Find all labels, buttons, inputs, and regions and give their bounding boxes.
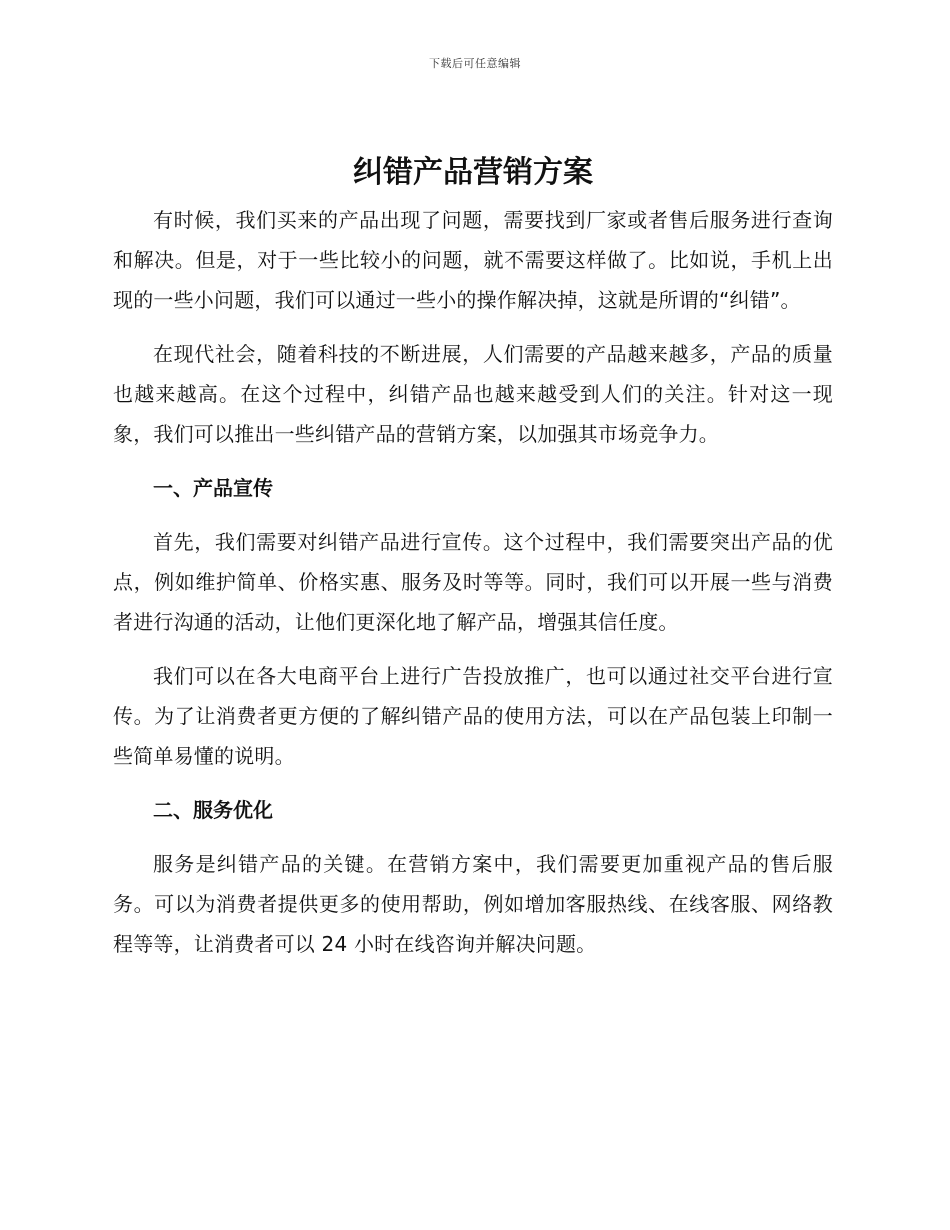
intro-paragraph-2: 在现代社会，随着科技的不断进展，人们需要的产品越来越多，产品的质量也越来越高。在这个过程中，纠错产品也越来越受到人们的关注。针对这一现象，我们可以推出一些纠错产品的营销方案，以加强其市场竞争力。 [113, 342, 833, 446]
section-paragraph: 我们可以在各大电商平台上进行广告投放推广，也可以通过社交平台进行宣传。为了让消费者更方便的了解纠错产品的使用方法，可以在产品包装上印制一些简单易懂的说明。 [113, 664, 833, 768]
section-paragraph: 服务是纠错产品的关键。在营销方案中，我们需要更加重视产品的售后服务。可以为消费者提供更多的使用帮助，例如增加客服热线、在线客服、网络教程等等，让消费者可以 24 小时在线咨询并解决问题。 [113, 852, 833, 956]
page-title: 纠错产品营销方案 [353, 155, 593, 190]
section-service-optimization [113, 790, 833, 964]
section-paragraph: 首先，我们需要对纠错产品进行宣传。这个过程中，我们需要突出产品的优点，例如维护简单、价格实惠、服务及时等等。同时，我们可以开展一些与消费者进行沟通的活动，让他们更深化地了解产品，增强其信任度。 [113, 530, 833, 634]
header-note: 下载后可任意编辑 [429, 57, 521, 70]
intro-paragraph-1: 有时候，我们买来的产品出现了问题，需要找到厂家或者售后服务进行查询和解决。但是，对于一些比较小的问题，就不需要这样做了。比如说，手机上出现的一些小问题，我们可以通过一些小的操作解决掉，这就是所谓的“纠错”。 [113, 208, 833, 312]
document-body [113, 148, 833, 978]
section-product-promotion [113, 468, 833, 776]
section-heading: 一、产品宣传 [153, 476, 273, 500]
section-heading: 二、服务优化 [153, 798, 273, 822]
